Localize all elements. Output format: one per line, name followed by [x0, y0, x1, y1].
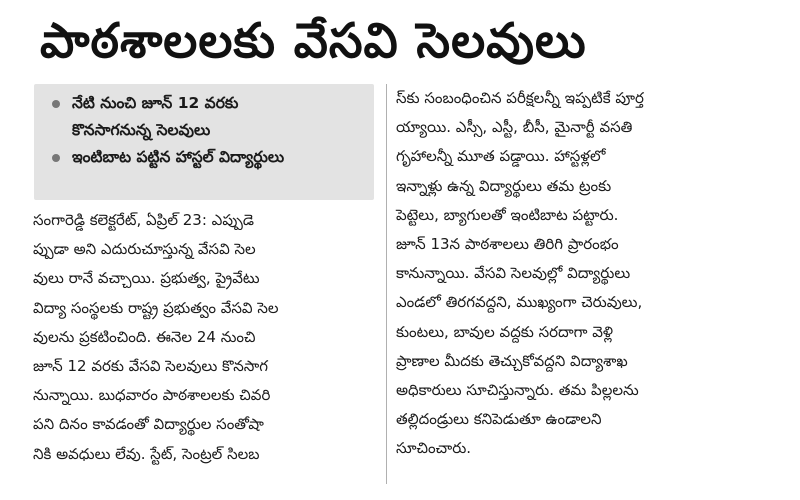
highlight-item-continued: [52, 117, 364, 144]
article-headline: పాఠశాలలకు వేసవి సెలవులు: [40, 13, 587, 69]
column-divider: [386, 84, 387, 484]
highlight-text: నేటి నుంచి జూన్ 12 వరకు: [72, 94, 239, 112]
article-body-right-column: స్‌కు సంబంధించిన పరీక్షలన్నీ ఇప్పటికే పూర్త య్యాయి. ఎస్సీ, ఎస్టీ, బీసీ, మైనార్టీ వసతి గృహాలన్నీ మూత పడ్డాయి. హాస్టళ్లలో ఇన్నాళ్లు ఉన్న విద్యార్థులు తమ ట్రంకు పెట్టెలు, బ్యాగులతో ఇంటిబాట పట్టారు. జూన్ 13న పాఠశాలలు తిరిగి ప్రారంభం కానున్నాయి. వేసవి సెలవుల్లో విద్యార్థులు ఎండలో తిరగవద్దని, ముఖ్యంగా చెరువులు, కుంటలు, బావుల వద్దకు సరదాగా వెళ్లి ప్రాణాల మీదకు తెచ్చుకోవద్దని విద్యాశాఖ అధికారులు సూచిస్తున్నారు. తమ పిల్లలను తల్లిదండ్రులు కనిపెడుతూ ఉండాలని సూచించారు.: [396, 89, 644, 458]
highlight-item: [52, 90, 364, 117]
highlight-text: కొనసాగనున్న సెలవులు: [72, 121, 211, 139]
highlights-box: [34, 84, 374, 200]
bullet-icon: [52, 154, 60, 162]
bullet-icon: [52, 100, 60, 108]
article-body-left-column: సంగారెడ్డి కలెక్టరేట్, ఏప్రిల్ 23: ఎప్పుడె ప్పుడా అని ఎదురుచూస్తున్న వేసవి సెల వులు రానే వచ్చాయి. ప్రభుత్వ, ప్రైవేటు విద్యా సంస్థలకు రాష్ట్ర ప్రభుత్వం వేసవి సెల వులను ప్రకటించింది. ఈనెల 24 నుంచి జూన్ 12 వరకు వేసవి సెలవులు కొనసాగ నున్నాయి. బుధవారం పాఠశాలలకు చివరి పని దినం కావడంతో విద్యార్థుల సంతోషా నికి అవధులు లేవు. స్టేట్, సెంట్రల్ సిలబ: [33, 211, 279, 463]
highlight-text: ఇంటిబాట పట్టిన హాస్టల్ విద్యార్థులు: [72, 148, 285, 166]
highlight-item: [52, 144, 364, 171]
